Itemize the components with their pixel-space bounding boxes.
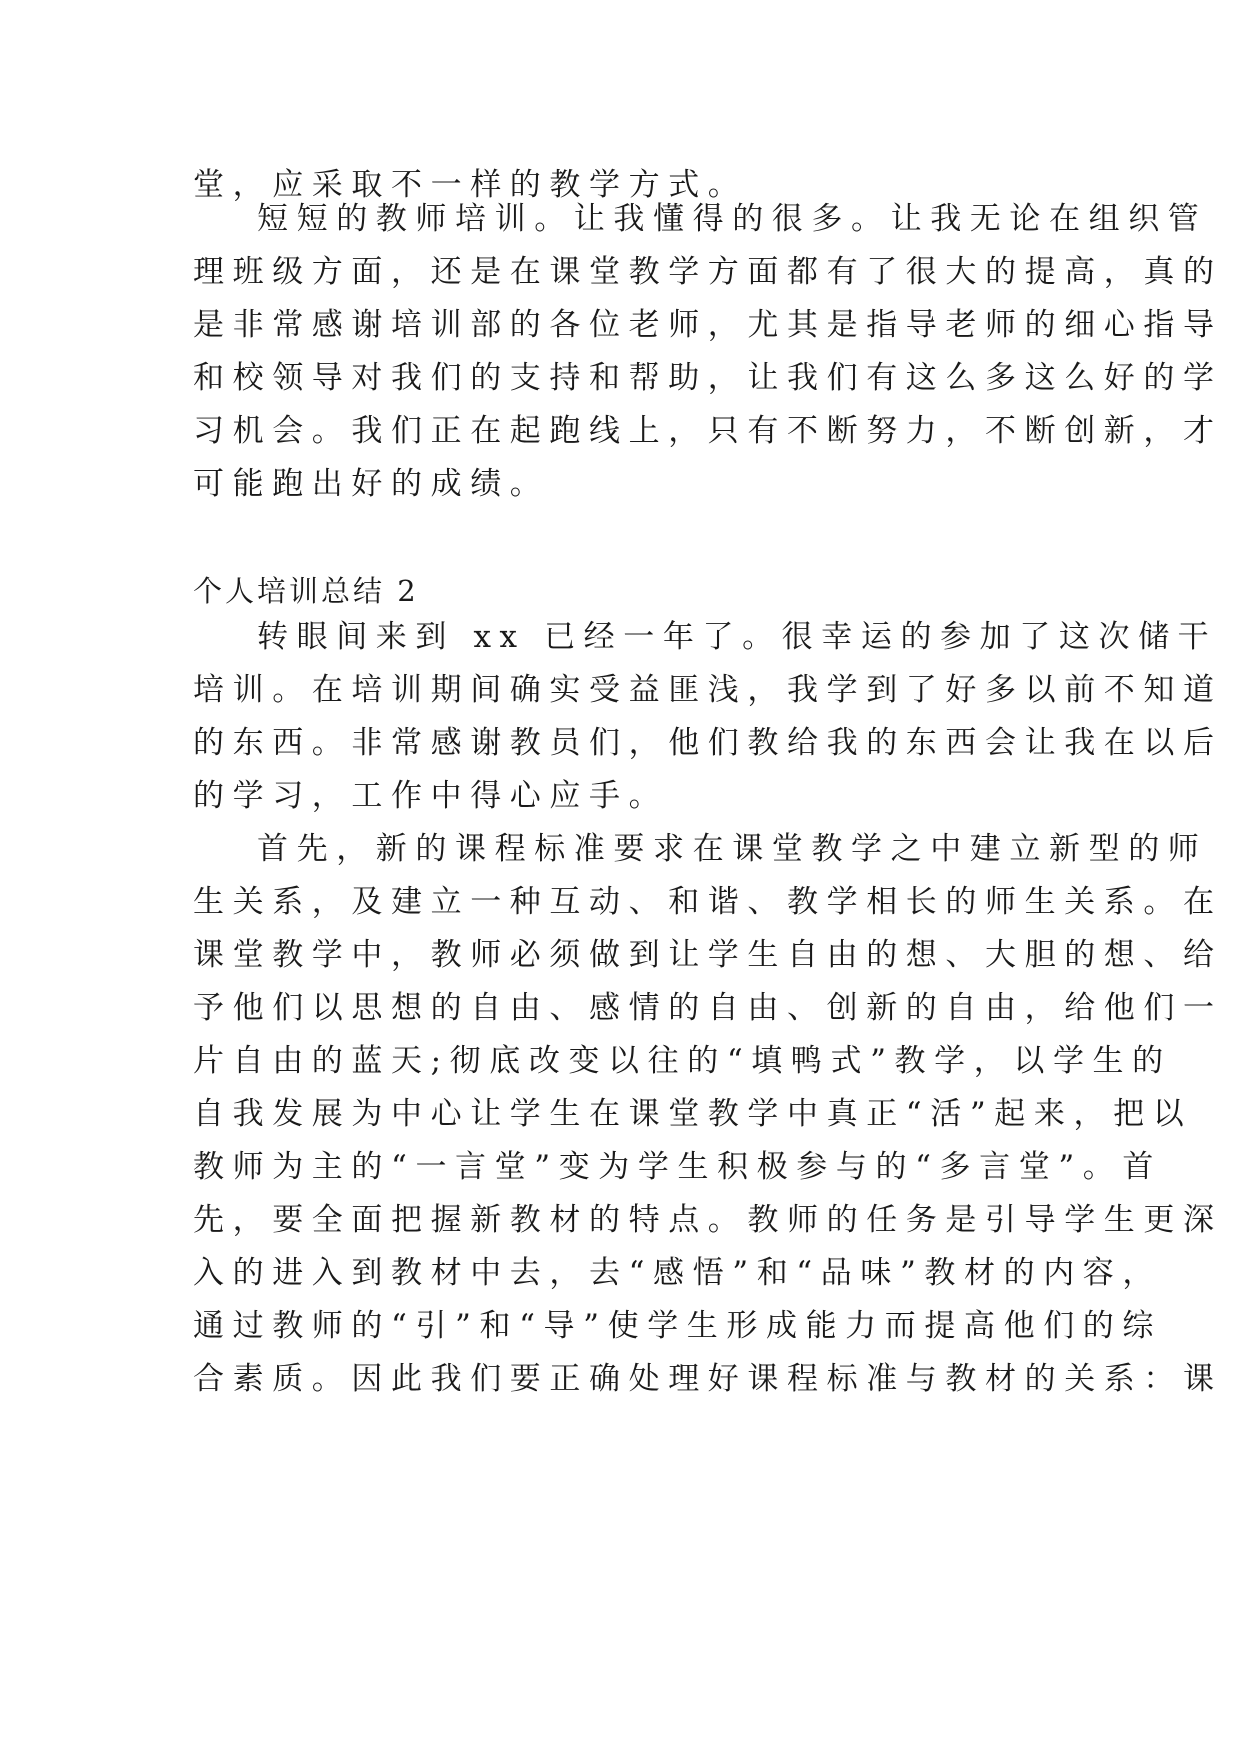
paragraph-line: 培训。在培训期间确实受益匪浅，我学到了好多以前不知道 (193, 672, 1223, 708)
paragraph-line: 习机会。我们正在起跑线上，只有不断努力，不断创新，才 (193, 413, 1223, 449)
paragraph-line: 转眼间来到 xx 已经一年了。很幸运的参加了这次储干 (257, 619, 1218, 655)
paragraph-line: 入的进入到教材中去，去“感悟”和“品味”教材的内容， (193, 1255, 1162, 1291)
paragraph-line: 理班级方面，还是在课堂教学方面都有了很大的提高，真的 (193, 254, 1223, 290)
paragraph-line: 教师为主的“一言堂”变为学生积极参与的“多言堂”。首 (193, 1149, 1162, 1185)
paragraph-line: 课堂教学中，教师必须做到让学生自由的想、大胆的想、给 (193, 937, 1223, 973)
paragraph-line: 先，要全面把握新教材的特点。教师的任务是引导学生更深 (193, 1202, 1223, 1238)
paragraph-line: 生关系，及建立一种互动、和谐、教学相长的师生关系。在 (193, 884, 1223, 920)
paragraph-line: 自我发展为中心让学生在课堂教学中真正“活”起来，把以 (193, 1096, 1193, 1132)
paragraph-line: 是非常感谢培训部的各位老师，尤其是指导老师的细心指导 (193, 307, 1223, 343)
paragraph-line: 的东西。非常感谢教员们，他们教给我的东西会让我在以后 (193, 725, 1223, 761)
section-heading: 个人培训总结 2 (193, 574, 419, 608)
paragraph-line: 短短的教师培训。让我懂得的很多。让我无论在组织管 (257, 201, 1208, 237)
paragraph-line: 片自由的蓝天;彻底改变以往的“填鸭式”教学，以学生的 (193, 1043, 1172, 1079)
paragraph-line: 和校领导对我们的支持和帮助，让我们有这么多这么好的学 (193, 360, 1223, 396)
paragraph-line: 可能跑出好的成绩。 (193, 466, 550, 502)
paragraph-line: 通过教师的“引”和“导”使学生形成能力而提高他们的综 (193, 1308, 1162, 1344)
paragraph-line: 予他们以思想的自由、感情的自由、创新的自由，给他们一 (193, 990, 1223, 1026)
paragraph-line: 堂，应采取不一样的教学方式。 (193, 167, 748, 203)
paragraph-line: 的学习，工作中得心应手。 (193, 778, 669, 814)
paragraph-line: 合素质。因此我们要正确处理好课程标准与教材的关系：课 (193, 1361, 1223, 1397)
paragraph-line: 首先，新的课程标准要求在课堂教学之中建立新型的师 (257, 831, 1208, 867)
